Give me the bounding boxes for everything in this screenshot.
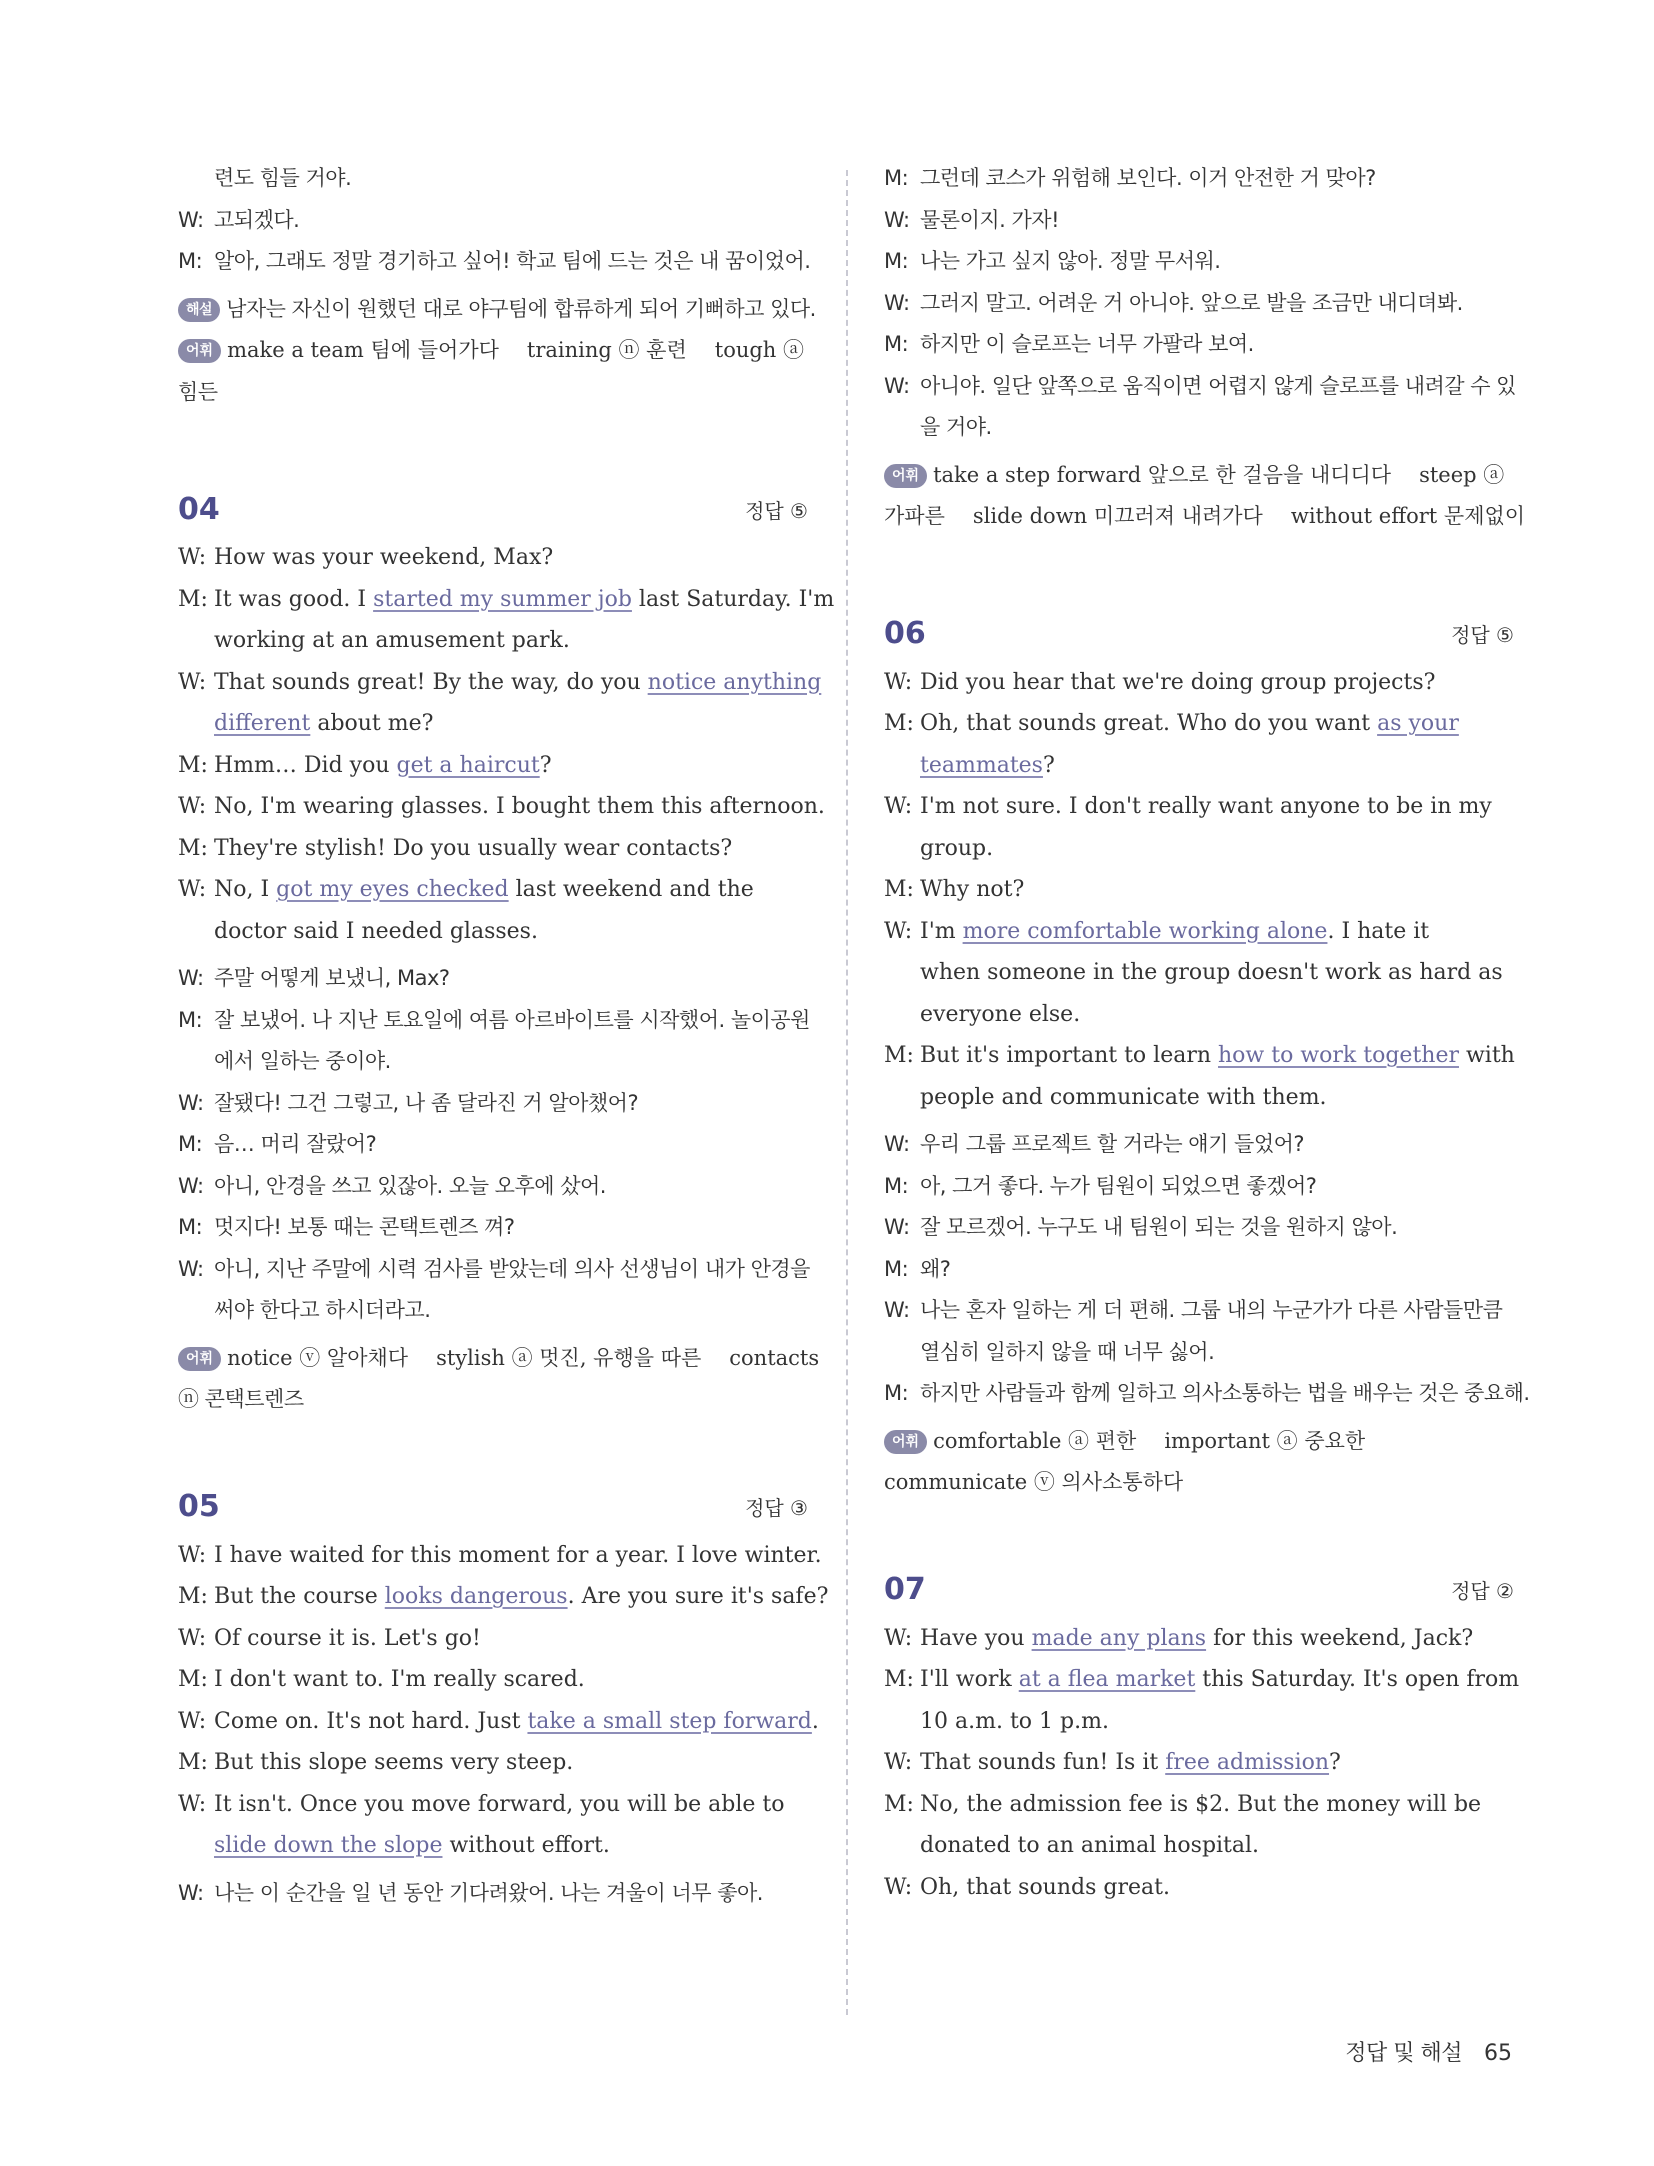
underlined-phrase: get a haircut <box>396 752 540 778</box>
underlined-phrase: notice anything <box>647 669 822 695</box>
question-number: 05 <box>178 1489 220 1524</box>
translation-line: W: 나는 혼자 일하는 게 더 편해. 그룹 내의 누군가가 다른 사람들만큼 <box>884 1298 1503 1322</box>
vocab-tag: 어휘 <box>178 1347 221 1371</box>
dialogue-line: M: I'll work at a flea market this Saturday. It's open from <box>884 1667 1520 1692</box>
page-footer <box>1345 2036 1512 2067</box>
dialogue-line: W: 고되겠다. <box>178 207 300 232</box>
question-number: 07 <box>884 1572 926 1607</box>
translation-line: M: 그런데 코스가 위험해 보인다. 이거 안전한 거 맞아? <box>884 166 1376 190</box>
dialogue-line: W: How was your weekend, Max? <box>178 545 554 570</box>
dialogue-line: M: 알아, 그래도 정말 경기하고 싶어! 학교 팀에 드는 것은 내 꿈이었어. <box>178 249 811 273</box>
explanation-note: 해설 남자는 자신이 원했던 대로 야구팀에 합류하게 되어 기뻐하고 있다. <box>178 289 808 331</box>
dialogue-line: M: But this slope seems very steep. <box>178 1750 574 1775</box>
section-header <box>884 1570 1514 1610</box>
dialogue-line: people and communicate with them. <box>920 1084 1327 1110</box>
vocab-tag: 어휘 <box>884 464 927 488</box>
answer-label: 정답 ⑤ <box>1451 623 1514 647</box>
dialogue-line: different about me? <box>214 711 434 736</box>
vocab-note-cont: communicate ⓥ 의사소통하다 <box>884 1470 1184 1494</box>
section-header <box>178 1487 808 1527</box>
vocab-tag: 어휘 <box>884 1430 927 1454</box>
dialogue-line: W: No, I got my eyes checked last weekend and the <box>178 877 754 902</box>
underlined-phrase: slide down the slope <box>214 1833 443 1858</box>
question-number: 06 <box>884 616 926 651</box>
underlined-phrase: made any plans <box>1031 1625 1207 1651</box>
explanation-tag: 해설 <box>178 298 220 322</box>
footer-label: 정답 및 해설 <box>1345 2041 1462 2066</box>
dialogue-line: W: Of course it is. Let's go! <box>178 1625 481 1651</box>
translation-line: 에서 일하는 중이야. <box>214 1049 391 1073</box>
dialogue-line: group. <box>920 835 994 861</box>
answer-label: 정답 ② <box>1451 1579 1514 1603</box>
vocab-note: 어휘 take a step forward 앞으로 한 걸음을 내디디다 steep ⓐ <box>884 455 1514 497</box>
dialogue-line: working at an amusement park. <box>214 628 570 653</box>
dialogue-line: W: I have waited for this moment for a year. I love winter. <box>178 1542 822 1568</box>
dialogue-line: W: Have you made any plans for this weekend, Jack? <box>884 1625 1474 1651</box>
column-divider <box>846 170 848 2015</box>
translation-line: W: 그러지 말고. 어려운 거 아니야. 앞으로 발을 조금만 내디뎌봐. <box>884 290 1463 315</box>
vocab-note: 어휘 notice ⓥ 알아채다 stylish ⓐ 멋진, 유행을 따른 contacts <box>178 1338 808 1380</box>
dialogue-line: slide down the slope without effort. <box>214 1833 610 1858</box>
dialogue-line: W: It isn't. Once you move forward, you will be able to <box>178 1791 785 1817</box>
translation-line: M: 멋지다! 보통 때는 콘택트렌즈 껴? <box>178 1215 515 1239</box>
question-number: 04 <box>178 491 220 527</box>
translation-line: M: 잘 보냈어. 나 지난 토요일에 여름 아르바이트를 시작했어. 놀이공원 <box>178 1007 810 1032</box>
translation-line: M: 하지만 이 슬로프는 너무 가팔라 보여. <box>884 332 1254 356</box>
translation-line: W: 주말 어떻게 보냈니, Max? <box>178 966 450 990</box>
translation-line: W: 잘 모르겠어. 누구도 내 팀원이 되는 것을 원하지 않아. <box>884 1215 1398 1239</box>
underlined-phrase: different <box>214 711 311 736</box>
dialogue-line: W: Come on. It's not hard. Just take a small step forward. <box>178 1708 819 1734</box>
answer-label: 정답 ③ <box>745 1496 808 1520</box>
dialogue-line: M: Hmm… Did you get a haircut? <box>178 752 552 778</box>
dialogue-line: M: I don't want to. I'm really scared. <box>178 1667 585 1692</box>
page-number: 65 <box>1484 2041 1512 2066</box>
underlined-phrase: take a small step forward <box>527 1708 812 1734</box>
dialogue-line: everyone else. <box>920 1001 1081 1027</box>
translation-line: M: 나는 가고 싶지 않아. 정말 무서워. <box>884 249 1221 273</box>
underlined-phrase: more comfortable working alone <box>962 918 1328 944</box>
translation-line: M: 왜? <box>884 1256 951 1281</box>
dialogue-line: doctor said I needed glasses. <box>214 918 538 944</box>
dialogue-line: 10 a.m. to 1 p.m. <box>920 1708 1109 1734</box>
underlined-phrase: at a flea market <box>1018 1667 1196 1692</box>
dialogue-line: W: No, I'm wearing glasses. I bought them this afternoon. <box>178 794 825 819</box>
vocab-note: 어휘 make a team 팀에 들어가다 training ⓝ 훈련 tough ⓐ <box>178 330 808 372</box>
underlined-phrase: started my summer job <box>373 586 632 612</box>
underlined-phrase: looks dangerous <box>384 1584 568 1609</box>
dialogue-line: W: I'm not sure. I don't really want anyone to be in my <box>884 794 1492 819</box>
dialogue-line: donated to an animal hospital. <box>920 1833 1260 1858</box>
section-header <box>884 614 1514 654</box>
vocab-note-cont: 힘든 <box>178 379 218 404</box>
answer-label: 정답 ⑤ <box>745 498 808 523</box>
underlined-phrase: how to work together <box>1218 1043 1459 1068</box>
translation-line: W: 우리 그룹 프로젝트 할 거라는 얘기 들었어? <box>884 1132 1305 1156</box>
translation-line: W: 나는 이 순간을 일 년 동안 기다려왔어. 나는 겨울이 너무 좋아. <box>178 1880 763 1905</box>
translation-line: M: 아, 그거 좋다. 누가 팀원이 되었으면 좋겠어? <box>884 1173 1317 1198</box>
translation-line: W: 아니야. 일단 앞쪽으로 움직이면 어렵지 않게 슬로프를 내려갈 수 있 <box>884 373 1516 398</box>
vocab-note: 어휘 comfortable ⓐ 편한 important ⓐ 중요한 <box>884 1421 1514 1463</box>
translation-line: 열심히 일하지 않을 때 너무 싫어. <box>920 1339 1215 1364</box>
translation-line: 써야 한다고 하시더라고. <box>214 1298 431 1322</box>
dialogue-line: M: No, the admission fee is $2. But the money will be <box>884 1791 1482 1817</box>
dialogue-line: W: I'm more comfortable working alone. I hate it <box>884 918 1430 944</box>
right-column <box>884 158 1530 1908</box>
dialogue-line: W: That sounds great! By the way, do you notice anything <box>178 669 822 695</box>
dialogue-line: 련도 힘들 거야. <box>214 166 352 190</box>
translation-line: 을 거야. <box>920 415 992 439</box>
vocab-tag: 어휘 <box>178 339 221 363</box>
vocab-note-cont: 가파른 slide down 미끄러져 내려가다 without effort 문제없이 <box>884 504 1526 528</box>
translation-line: M: 하지만 사람들과 함께 일하고 의사소통하는 법을 배우는 것은 중요해. <box>884 1381 1530 1405</box>
dialogue-line: teammates? <box>920 752 1055 778</box>
translation-line: M: 음… 머리 잘랐어? <box>178 1132 377 1156</box>
translation-line: W: 잘됐다! 그건 그렇고, 나 좀 달라진 거 알아챘어? <box>178 1090 639 1115</box>
translation-line: W: 아니, 안경을 쓰고 있잖아. 오늘 오후에 샀어. <box>178 1173 606 1198</box>
translation-line: W: 물론이지. 가자! <box>884 207 1059 232</box>
section-header <box>178 489 808 529</box>
dialogue-line: M: But the course looks dangerous. Are you sure it's safe? <box>178 1584 829 1609</box>
vocab-note-cont: ⓝ 콘택트렌즈 <box>178 1387 304 1411</box>
dialogue-line: M: They're stylish! Do you usually wear contacts? <box>178 835 733 861</box>
dialogue-line: W: That sounds fun! Is it free admission? <box>884 1750 1341 1775</box>
dialogue-line: when someone in the group doesn't work as hard as <box>920 960 1503 985</box>
dialogue-line: W: Oh, that sounds great. <box>884 1874 1170 1900</box>
dialogue-line: M: But it's important to learn how to work together with <box>884 1043 1515 1068</box>
dialogue-line: M: Why not? <box>884 877 1025 902</box>
left-column <box>178 158 835 1914</box>
dialogue-line: M: Oh, that sounds great. Who do you want as your <box>884 711 1459 736</box>
underlined-phrase: free admission <box>1165 1750 1330 1775</box>
dialogue-line: M: It was good. I started my summer job last Saturday. I'm <box>178 586 835 612</box>
underlined-phrase: as your <box>1377 711 1459 736</box>
dialogue-line: W: Did you hear that we're doing group projects? <box>884 669 1436 695</box>
underlined-phrase: got my eyes checked <box>276 877 509 902</box>
underlined-phrase: teammates <box>920 752 1043 778</box>
translation-line: W: 아니, 지난 주말에 시력 검사를 받았는데 의사 선생님이 내가 안경을 <box>178 1256 810 1281</box>
